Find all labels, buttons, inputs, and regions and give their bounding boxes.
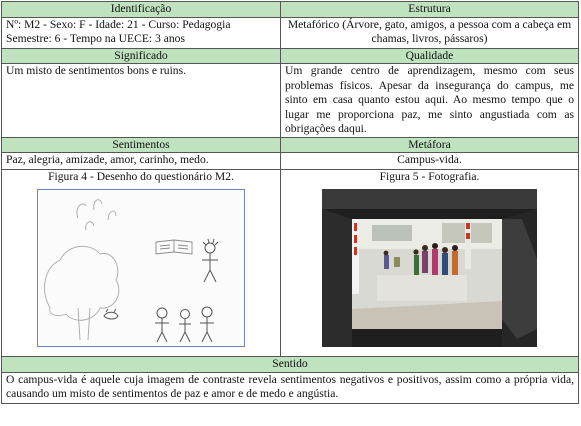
identificacao-header: Identificação — [2, 2, 281, 18]
questionnaire-table-page — [1, 1, 578, 425]
campus-photograph — [322, 189, 537, 347]
estrutura-text: Metafórico (Árvore, gato, amigos, a pessoa com a cabeça em chamas, livros, pássaros) — [281, 17, 579, 48]
estrutura-header: Estrutura — [281, 2, 579, 18]
sentido-text: O campus-vida é aquele cuja imagem de contraste revela sentimentos negativos e positivos, assim como a própria vida, causando um misto de sentimentos de paz e amor e de medo e angústia. — [2, 372, 579, 403]
identificacao-line2: Semestre: 6 - Tempo na UECE: 3 anos — [6, 32, 185, 45]
metafora-header: Metáfora — [281, 137, 579, 153]
qualidade-text: Um grande centro de aprendizagem, mesmo com seus problemas físicos. Apesar da insegurança do campus, me sinto em casa quanto estou aqui. Ao mesmo tempo que o lugar me proporciona paz, me sinto angustiada com as obrigações daqui. — [281, 64, 579, 138]
identificacao-line1: Nº: M2 - Sexo: F - Idade: 21 - Curso: Pedagogia — [6, 17, 231, 31]
identificacao-cell — [2, 17, 281, 48]
figura4-cell — [2, 170, 281, 357]
sentido-header: Sentido — [2, 357, 579, 373]
figura5-caption: Figura 5 - Fotografia. — [379, 170, 480, 183]
metafora-text: Campus-vida. — [281, 153, 579, 170]
figura4-caption: Figura 4 - Desenho do questionário M2. — [48, 170, 234, 183]
qualidade-header: Qualidade — [281, 48, 579, 64]
significado-text: Um misto de sentimentos bons e ruins. — [2, 64, 281, 138]
significado-header: Significado — [2, 48, 281, 64]
questionnaire-drawing-image — [37, 189, 245, 347]
figura5-cell — [281, 170, 579, 357]
sentimentos-text: Paz, alegria, amizade, amor, carinho, medo. — [2, 153, 281, 170]
analysis-table — [1, 1, 579, 404]
sentimentos-header: Sentimentos — [2, 137, 281, 153]
